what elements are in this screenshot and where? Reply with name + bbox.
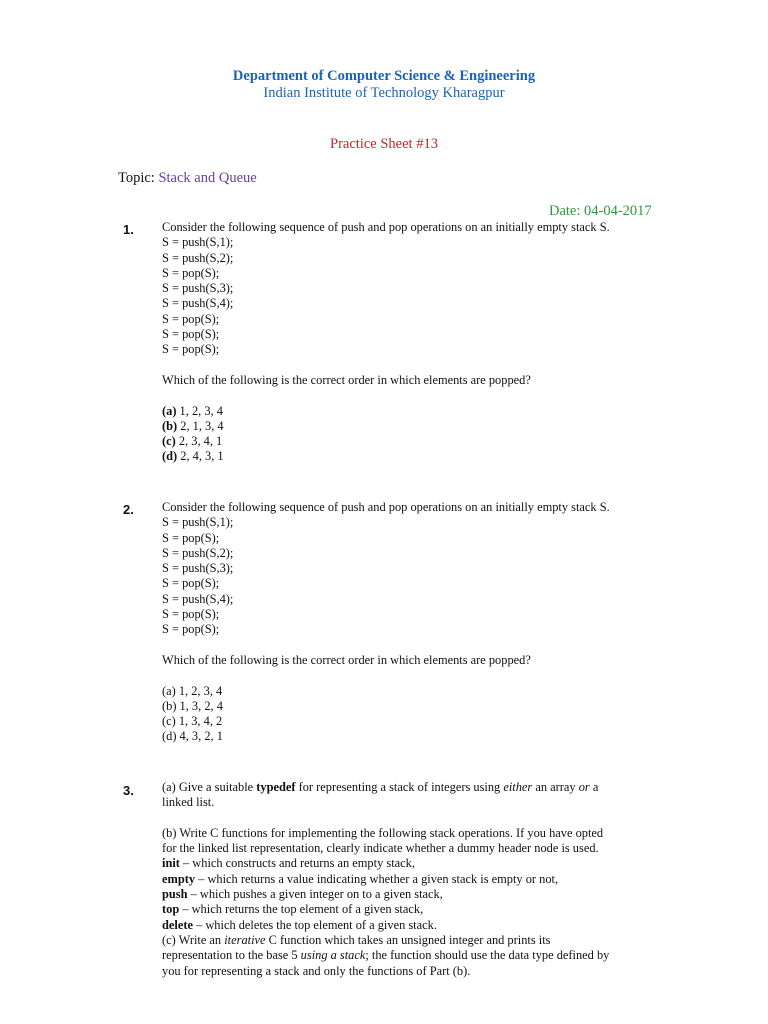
q1-op: S = push(S,3); bbox=[162, 281, 234, 296]
q3-op-delete: delete – which deletes the top element of a given stack. bbox=[162, 917, 437, 932]
q1-op: S = pop(S); bbox=[162, 265, 220, 280]
q2-op: S = pop(S); bbox=[162, 576, 220, 591]
date: Date: 04-04-2017 bbox=[549, 203, 652, 219]
question-3-body bbox=[162, 780, 642, 979]
q3-part-c-line-1: (c) Write an iterative C function which takes an unsigned integer and prints its bbox=[162, 932, 551, 947]
q2-intro: Consider the following sequence of push and pop operations on an initially empty stack S. bbox=[162, 500, 610, 514]
q3-part-b-line-1: (b) Write C functions for implementing the following stack operations. If you have opted bbox=[162, 825, 604, 840]
institute-name: Indian Institute of Technology Kharagpur bbox=[263, 85, 505, 101]
q2-op: S = pop(S); bbox=[162, 622, 220, 637]
q3-part-c-line-3: you for representing a stack and only the functions of Part (b). bbox=[162, 963, 471, 978]
sheet-title: Practice Sheet #13 bbox=[330, 136, 438, 152]
q3-part-b-line-2: for the linked list representation, clearly indicate whether a dummy header node is used. bbox=[162, 841, 599, 856]
q3-part-a-line-1: (a) Give a suitable typedef for representing a stack of integers using either an array or a bbox=[162, 780, 599, 794]
q3-op-push: push – which pushes a given integer on to a given stack, bbox=[162, 887, 443, 902]
q2-op: S = push(S,4); bbox=[162, 591, 234, 606]
q2-op: S = push(S,1); bbox=[162, 515, 234, 530]
topic-value: Stack and Queue bbox=[158, 170, 257, 186]
q2-option-a: (a) 1, 2, 3, 4 bbox=[162, 683, 223, 698]
q2-option-c: (c) 1, 3, 4, 2 bbox=[162, 714, 223, 729]
topic-line bbox=[118, 170, 257, 187]
q1-op: S = pop(S); bbox=[162, 327, 220, 342]
q1-op: S = pop(S); bbox=[162, 342, 220, 357]
q3-part-c-line-2: representation to the base 5 using a stack; the function should use the data type defined by bbox=[162, 948, 610, 963]
q1-intro: Consider the following sequence of push and pop operations on an initially empty stack S. bbox=[162, 220, 610, 234]
question-2-number: 2. bbox=[123, 502, 134, 517]
q2-option-b: (b) 1, 3, 2, 4 bbox=[162, 698, 223, 713]
question-1-body bbox=[162, 220, 642, 465]
q1-op: S = push(S,2); bbox=[162, 250, 234, 265]
q1-option-a: (a) 1, 2, 3, 4 bbox=[162, 403, 223, 418]
q1-option-d: (d) 2, 4, 3, 1 bbox=[162, 449, 224, 464]
question-1-number: 1. bbox=[123, 222, 134, 237]
q2-option-d: (d) 4, 3, 2, 1 bbox=[162, 729, 223, 744]
q1-question: Which of the following is the correct order in which elements are popped? bbox=[162, 372, 531, 387]
q3-part-a-line-2: linked list. bbox=[162, 795, 215, 810]
q1-option-c: (c) 2, 3, 4, 1 bbox=[162, 434, 223, 449]
department-title: Department of Computer Science & Engineering bbox=[232, 68, 536, 84]
q2-op: S = push(S,3); bbox=[162, 561, 234, 576]
q2-op: S = pop(S); bbox=[162, 607, 220, 622]
q1-op: S = push(S,1); bbox=[162, 235, 234, 250]
topic-label: Topic: bbox=[118, 170, 155, 186]
q3-op-init: init – which constructs and returns an empty stack, bbox=[162, 856, 415, 871]
q1-option-b: (b) 2, 1, 3, 4 bbox=[162, 418, 224, 433]
q2-question: Which of the following is the correct order in which elements are popped? bbox=[162, 652, 531, 667]
q1-op: S = push(S,4); bbox=[162, 296, 234, 311]
q3-op-empty: empty – which returns a value indicating whether a given stack is empty or not, bbox=[162, 871, 559, 886]
q2-op: S = pop(S); bbox=[162, 530, 220, 545]
question-3-number: 3. bbox=[123, 783, 134, 798]
q1-op: S = pop(S); bbox=[162, 311, 220, 326]
q2-op: S = push(S,2); bbox=[162, 545, 234, 560]
q3-op-top: top – which returns the top element of a given stack, bbox=[162, 902, 424, 917]
question-2-body bbox=[162, 500, 642, 745]
